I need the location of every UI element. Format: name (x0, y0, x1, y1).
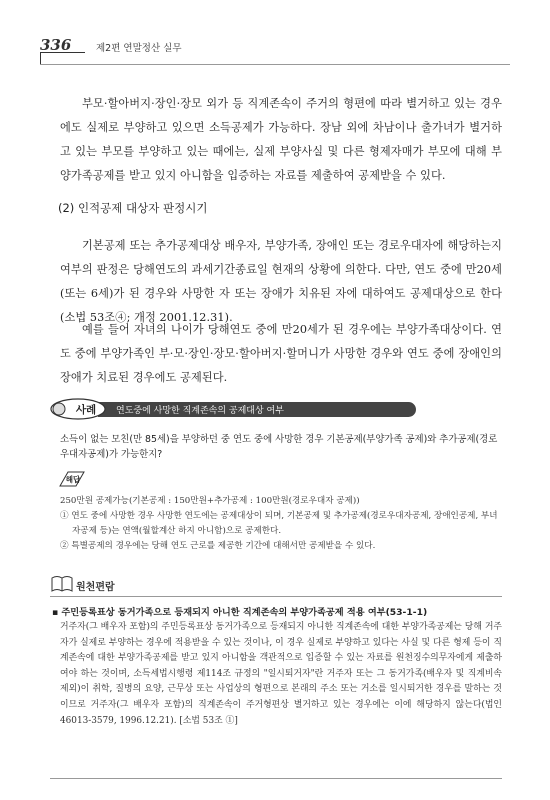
reference-bottom-rule (50, 778, 502, 779)
case-question: 소득이 없는 모친(만 85세)을 부양하던 중 연도 중에 사망한 경우 기본공제(부양가족 공제)와 추가공제(경로우대자공제)가 가능한지? (60, 434, 498, 460)
reference-divider (50, 596, 502, 597)
answer-pencil-icon (58, 468, 88, 488)
reference-item-body: 거주자(그 배우자 포함)의 주민등록표상 동거가족으로 등재되지 아니한 직계존속에 대한 부양가족공제는 당해 거주자가 실제로 부양하는 경우에 적용받을 수 있는 것이나, 이 경우 실제로 부양하고 있다는 사실 및 다른 형제 등이 직계존속에 대한 부양가족공제를 받고 있지 아니함을 객관적으로 입증할 수 있는 자료를 원천징수의무자에게 제출하여야 하는 것이며, 소득세법시행령 제114조 규정의 "일시퇴거자"란 거주자 또는 그 동거가족(배우자 및 직계비속 제외)이 취학, 질병의 요양, 근무상 또는 사업상의 형편으로 본래의 주소 또는 거소를 일시퇴거한 경우를 말하는 것이므로 거주자(그 배우자 포함)의 직계존속이 주거형편상 별거하고 있는 경우에는 이에 해당하지 않는다(법인46013-3579, 1996.12.21). [소법 53조 ①] (60, 622, 502, 726)
answer-label: 해답 (65, 475, 81, 484)
page-header (30, 36, 510, 62)
case-answer (60, 494, 500, 554)
case-badge-label: 사례 (75, 404, 97, 416)
reference-item-title: ▪ 주민등록표상 동거가족으로 등재되지 아니한 직계존속의 부양가족공제 적용 여부(53-1-1) (52, 607, 428, 618)
header-rule (40, 52, 85, 53)
paragraph-example: 예를 들어 자녀의 나이가 당해연도 중에 만20세가 된 경우에는 부양가족대상이다. 연도 중에 부양가족인 부·모·장인·장모·할아버지·할머니가 사망한 경우와 연도 중에 장애인의 장애가 치료된 경우에도 공제된다. (60, 323, 502, 384)
answer-summary: 250만원 공제가능(기본공제 : 150만원+추가공제 : 100만원(경로우대자 공제)) (60, 496, 360, 506)
header-divider (40, 64, 510, 65)
answer-item: ① 연도 중에 사망한 경우 사망한 연도에는 공제대상이 되며, 기본공제 및 추가공제(경로우대자공제, 장애인공제, 부녀자공제 등)는 연액(월할계산 하지 아니함)으로 공제한다. (60, 511, 498, 536)
chapter-title: 제2편 연말정산 실무 (96, 43, 182, 54)
section-heading: (2) 인적공제 대상자 판정시기 (58, 201, 208, 215)
book-icon (50, 574, 74, 594)
case-header (50, 398, 510, 420)
paragraph-determination-timing: 기본공제 또는 추가공제대상 배우자, 부양가족, 장애인 또는 경로우대자에 해당하는지 여부의 판정은 당해연도의 과세기간종료일 현재의 상황에 의한다. 다만, 연도 중에 만20세(또는 6세)가 된 경우와 사망한 자 또는 장애가 치유된 자에 대하여도 공제대상으로 한다(소법 53조④; 개정 2001.12.31). (60, 239, 502, 324)
case-badge-icon (50, 398, 108, 420)
page-number: 336 (40, 36, 72, 54)
case-title: 연도중에 사망한 직계존속의 공제대상 여부 (116, 406, 284, 416)
paragraph-dependents-living-apart: 부모·할아버지·장인·장모 외가 등 직계존속이 주거의 형편에 따라 별거하고 있는 경우에도 실제로 부양하고 있으면 소득공제가 가능하다. 장남 외에 차남이나 출가녀가 별거하고 있는 부모를 부양하고 있는 때에는, 실제 부양사실 및 다른 형제자매가 부모에 대해 부양가족공제를 받고 있지 아니함을 입증하는 자료를 제출하여 공제받을 수 있다. (60, 97, 502, 182)
answer-item: ② 특별공제의 경우에는 당해 연도 근로를 제공한 기간에 대해서만 공제받을 수 있다. (60, 541, 376, 551)
reference-header (50, 574, 510, 596)
reference-title: 원천편람 (76, 582, 115, 593)
header-rule-vertical (40, 52, 41, 64)
